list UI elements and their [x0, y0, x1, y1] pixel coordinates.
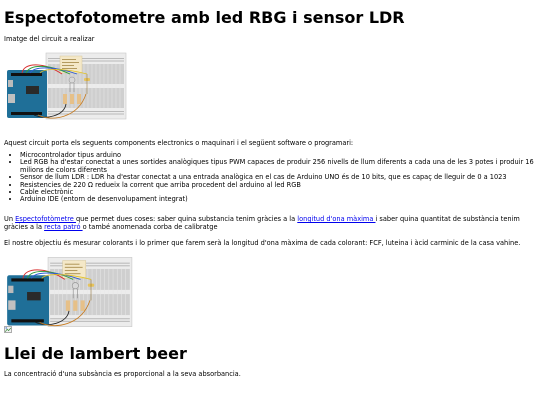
recta-patro-link[interactable]: recta patró [44, 223, 83, 231]
espectofotometre-link[interactable]: Espectofotòmetre [15, 215, 76, 223]
list-item: • Cable electrònic [20, 189, 540, 196]
list-item: • Sensor de llum LDR : LDR ha d'estar conectat a una entrada analògica en el cas de Arduino UNO és de 10 bits, que es capaç de lleguir de 0 a 1023 [20, 174, 540, 181]
page-title: Espectofotometre amb led RBG i sensor LDR [4, 8, 405, 27]
circuit-diagram-image [4, 254, 134, 330]
components-list [4, 152, 540, 204]
lambert-beer-paragraph: La concentració d'una subsància es proporcional a la seva absorbancia. [4, 370, 241, 378]
list-item: • Resistencies de 220 Ω redueix la corrent que arriba procedent del arduino al led RGB [20, 182, 540, 189]
circuit-diagram-image [4, 50, 128, 122]
intro-paragraph: Aquest circuit porta els seguents components electronics o maquinari i el següent software o programari: [4, 139, 354, 147]
list-item: • Microcontrolador tipus arduino [20, 152, 540, 159]
objective-paragraph: El nostre objectiu és mesurar colorants i lo primer que farem serà la longitud d'ona màxima de cada colorant: FCF, luteina i àcid carminic de la casa vahine. [4, 239, 521, 247]
longitud-ona-maxima-link[interactable]: longitud d'ona màxima [297, 215, 376, 223]
list-item: • Arduino IDE (entorn de desenvolupament integrat) [20, 196, 540, 203]
section-title: Llei de lambert beer [4, 344, 187, 363]
text-span: Un [4, 215, 16, 223]
image-caption: Imatge del circuit a realizar [4, 35, 95, 43]
text-span: o també anomenada corba de calibratge [82, 223, 218, 231]
text-span: que permet dues coses: saber quina substancia tenim gràcies a la [75, 215, 298, 223]
broken-image-icon [4, 326, 12, 333]
list-item: • Led RGB ha d'estar conectat a unes sortides analògiques tipus PWM capaces de produir 256 nivells de llum diferents a cada una de les 3 potes i produir 16 milions de colors diferents [20, 159, 540, 174]
text-span: i saber quina quantitat de substància tenim gràcies a la [4, 215, 520, 231]
spectrophotometer-paragraph [4, 215, 534, 231]
